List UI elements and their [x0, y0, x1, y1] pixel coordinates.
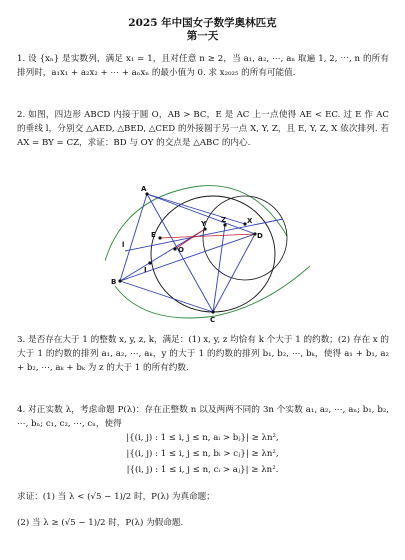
circle-bed [203, 196, 287, 280]
point-e [158, 236, 161, 239]
condition-1: |{(i, j) : 1 ≤ i, j ≤ n, aᵢ > bⱼ}| ≥ λn², [126, 433, 279, 443]
point-i [148, 261, 151, 264]
point-c [211, 310, 214, 313]
condition-2: |{(i, j) : 1 ≤ i, j ≤ n, bᵢ > cⱼ}| ≥ λn², [126, 449, 279, 459]
problem-1: 1. 设 {xₙ} 是实数列，满足 x₁ = 1，且对任意 n ≥ 2，当 a₁, a₂, ⋯, aₙ 取遍 1, 2, ⋯, n 的所有排列时，a₁x₁ + a₂x₂ + ⋯ + aₙxₙ 的最小值为 0. 求 x₂₀₂₅ 的所有可能值. [17, 54, 389, 78]
label-c: C [210, 316, 216, 324]
label-y: Y [201, 220, 207, 228]
claim-1: 求证：(1) 当 λ < (√5 − 1)/2 时，P(λ) 为真命题； [17, 492, 215, 502]
label-b: B [111, 278, 117, 286]
circle-o [151, 196, 275, 312]
label-a: A [141, 185, 147, 193]
document-title: 2025 年中国女子数学奥林匹克 [128, 17, 277, 29]
problem-3: 3. 是否存在大于 1 的整数 x, y, z, k，满足：(1) x, y, z 均恰有 k 个大于 1 的约数；(2) 存在 x 的大于 1 的约数的排列 a₁, a₂, ⋯, aₖ，y 的大于 1 的约数的排列 b₁, b₂, ⋯, bₖ，使得 a₁ + b₁, a₂ + b₂, ⋯, aₖ + bₖ 为 z 的大于 1 的所有约数. [17, 335, 389, 373]
condition-3: |{(i, j) : 1 ≤ i, j ≤ n, cᵢ > aⱼ}| ≥ λn². [126, 465, 279, 475]
segment-bc [120, 281, 213, 312]
claim-2: (2) 当 λ ≥ (√5 − 1)/2 时，P(λ) 为假命题. [17, 518, 184, 528]
label-e: E [151, 231, 156, 239]
point-o [173, 247, 176, 250]
problem-4: 4. 对正实数 λ，考虑命题 P(λ)：存在正整数 n 以及两两不同的 3n 个实数 a₁, a₂, ⋯, aₙ; b₁, b₂, ⋯, bₙ; c₁, c₂, ⋯, cₙ，使得 [17, 405, 389, 429]
segment-ab [120, 194, 147, 281]
label-i: I [144, 266, 147, 274]
label-l: l [122, 241, 125, 249]
label-o: O [178, 246, 184, 254]
segment-cz [213, 225, 225, 312]
document-subtitle: 第一天 [186, 30, 219, 42]
point-b [118, 279, 121, 282]
label-d: D [257, 232, 263, 240]
segment-cd [213, 234, 255, 312]
label-z: Z [221, 216, 227, 224]
label-x: X [247, 217, 253, 225]
problem-2: 2. 如图，四边形 ABCD 内接于圆 O，AB > BC，E 是 AC 上一点使得 AE < EC. 过 E 作 AC 的垂线 l，分别交 △AED, △BED, △CED 的外接圆于另一点 X, Y, Z，且 E, Y, Z, X 依次排列. 若 AX = BY = CZ，求证：BD 与 OY 的交点是 △ABC 的内心. [17, 110, 389, 148]
geometry-figure [105, 176, 310, 324]
